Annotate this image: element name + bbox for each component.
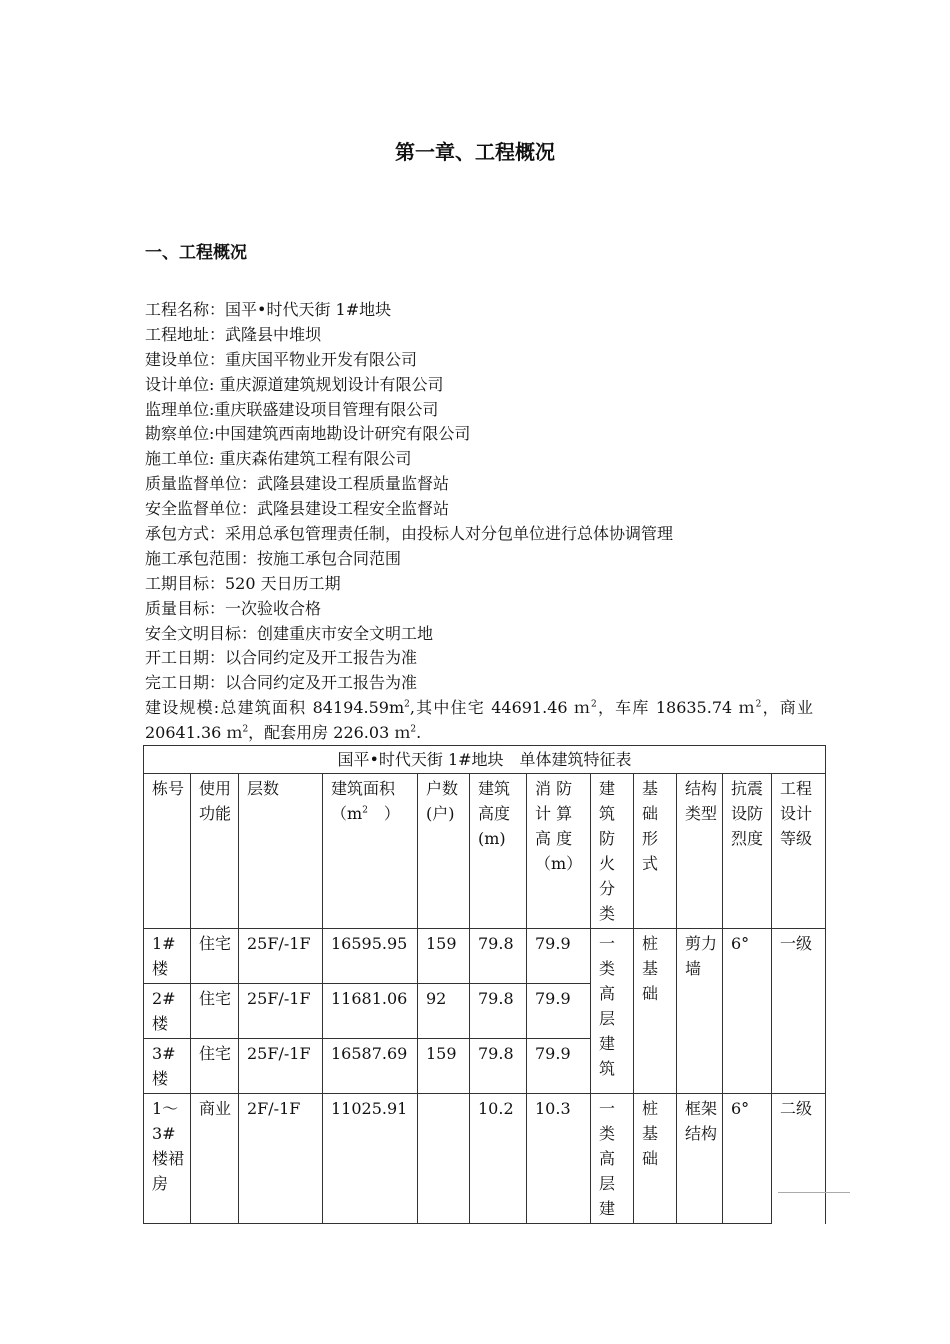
cell-use: 住宅	[191, 984, 239, 1039]
cell-fire-height: 79.9	[527, 1039, 591, 1094]
cell-foundation: 桩基础	[634, 929, 677, 1094]
building-feature-table	[143, 745, 826, 1224]
section-title: 一、工程概况	[145, 243, 247, 263]
divider-line	[778, 1192, 850, 1193]
table-row	[144, 1094, 826, 1224]
table-row	[144, 929, 826, 984]
info-quality-target: 质量目标：一次验收合格	[145, 598, 322, 618]
cell-floors: 2F/-1F	[239, 1094, 323, 1224]
header-use: 使用功能	[191, 774, 239, 929]
sup-2: 2	[362, 805, 368, 816]
sup-2: 2	[591, 699, 597, 710]
cell-fire-class: 一类高层建	[591, 1094, 634, 1224]
info-designer: 设计单位: 重庆源道建筑规划设计有限公司	[145, 374, 444, 394]
cell-floors: 25F/-1F	[239, 929, 323, 984]
cell-building-no: 3#楼	[144, 1039, 191, 1094]
cell-fire-class: 一类高层建筑	[591, 929, 634, 1094]
header-fire-class: 建筑防火分类	[591, 774, 634, 929]
cell-households: 159	[418, 1039, 470, 1094]
info-contract-scope: 施工承包范围：按施工承包合同范围	[145, 548, 402, 568]
cell-use: 商业	[191, 1094, 239, 1224]
info-project-name: 工程名称：国平•时代天街 1#地块	[145, 300, 392, 319]
cell-floors: 25F/-1F	[239, 1039, 323, 1094]
info-construction-scale	[145, 696, 813, 746]
cell-area: 16595.95	[323, 929, 418, 984]
cell-building-no: 1～3#楼裙房	[144, 1094, 191, 1224]
table-caption: 国平•时代天街 1#地块 单体建筑特征表	[144, 746, 826, 774]
sup-2: 2	[404, 699, 410, 710]
cell-households: 92	[418, 984, 470, 1039]
sup-2: 2	[410, 724, 417, 735]
header-building-no: 栋号	[144, 774, 191, 929]
cell-use: 住宅	[191, 1039, 239, 1094]
cell-height: 10.2	[470, 1094, 527, 1224]
info-quality-supervision: 质量监督单位：武隆县建设工程质量监督站	[145, 474, 450, 494]
header-households: 户数(户)	[418, 774, 470, 929]
cell-building-no: 1#楼	[144, 929, 191, 984]
cell-height: 79.8	[470, 1039, 527, 1094]
cell-fire-height: 79.9	[527, 984, 591, 1039]
cell-households	[418, 1094, 470, 1224]
cell-structure: 框架结构	[677, 1094, 723, 1224]
info-developer: 建设单位：重庆国平物业开发有限公司	[145, 349, 418, 369]
cell-structure: 剪力墙	[677, 929, 723, 1094]
cell-area: 16587.69	[323, 1039, 418, 1094]
cell-building-no: 2#楼	[144, 984, 191, 1039]
scale-period: .	[416, 723, 422, 743]
info-project-address: 工程地址：武隆县中堆坝	[145, 324, 322, 344]
header-structure: 结构类型	[677, 774, 723, 929]
info-supervisor: 监理单位:重庆联盛建设项目管理有限公司	[145, 399, 439, 419]
cell-height: 79.8	[470, 984, 527, 1039]
cell-grade: 一级	[772, 929, 826, 1094]
scale-ancillary: ，配套用房 226.03 ｍ	[248, 723, 411, 743]
scale-commercial: ，商业 20641.36 ｍ	[145, 698, 813, 743]
scale-garage: ，车库 18635.74 ｍ	[596, 698, 756, 718]
cell-grade: 二级	[772, 1094, 826, 1224]
chapter-title: 第一章、工程概况	[395, 140, 555, 164]
header-height: 建筑高度(m)	[470, 774, 527, 929]
scale-total: 建设规模:总建筑面积 84194.59m	[145, 698, 405, 718]
cell-households: 159	[418, 929, 470, 984]
cell-floors: 25F/-1F	[239, 984, 323, 1039]
header-area	[323, 774, 418, 929]
header-foundation: 基础形式	[634, 774, 677, 929]
info-end-date: 完工日期：以合同约定及开工报告为准	[145, 673, 418, 693]
info-start-date: 开工日期：以合同约定及开工报告为准	[145, 648, 418, 668]
info-safety-supervision: 安全监督单位：武隆县建设工程安全监督站	[145, 499, 450, 519]
info-contractor: 施工单位: 重庆森佑建筑工程有限公司	[145, 449, 412, 469]
header-area-tail: ）	[367, 804, 400, 823]
info-contract-mode: 承包方式：采用总承包管理责任制，由投标人对分包单位进行总体协调管理	[145, 524, 674, 544]
cell-use: 住宅	[191, 929, 239, 984]
info-surveyor: 勘察单位:中国建筑西南地勘设计研究有限公司	[145, 424, 471, 444]
info-schedule-target: 工期目标：520 天日历工期	[145, 573, 341, 593]
cell-area: 11681.06	[323, 984, 418, 1039]
sup-2: 2	[242, 724, 249, 735]
cell-height: 79.8	[470, 929, 527, 984]
scale-residential: ,其中住宅 44691.46 ｍ	[409, 698, 592, 718]
cell-seismic: 6°	[723, 1094, 772, 1224]
header-seismic: 抗震设防烈度	[723, 774, 772, 929]
header-area-text: 建筑面积（m	[331, 779, 396, 823]
header-floors: 层数	[239, 774, 323, 929]
header-grade: 工程设计等级	[772, 774, 826, 929]
sup-2: 2	[755, 699, 762, 710]
cell-area: 11025.91	[323, 1094, 418, 1224]
project-info	[145, 298, 813, 746]
cell-fire-height: 79.9	[527, 929, 591, 984]
cell-fire-height: 10.3	[527, 1094, 591, 1224]
cell-foundation: 桩基础	[634, 1094, 677, 1224]
table-header-row	[144, 774, 826, 929]
info-safety-target: 安全文明目标：创建重庆市安全文明工地	[145, 623, 434, 643]
cell-seismic: 6°	[723, 929, 772, 1094]
header-fire-height: 消 防计 算高 度（m）	[527, 774, 591, 929]
